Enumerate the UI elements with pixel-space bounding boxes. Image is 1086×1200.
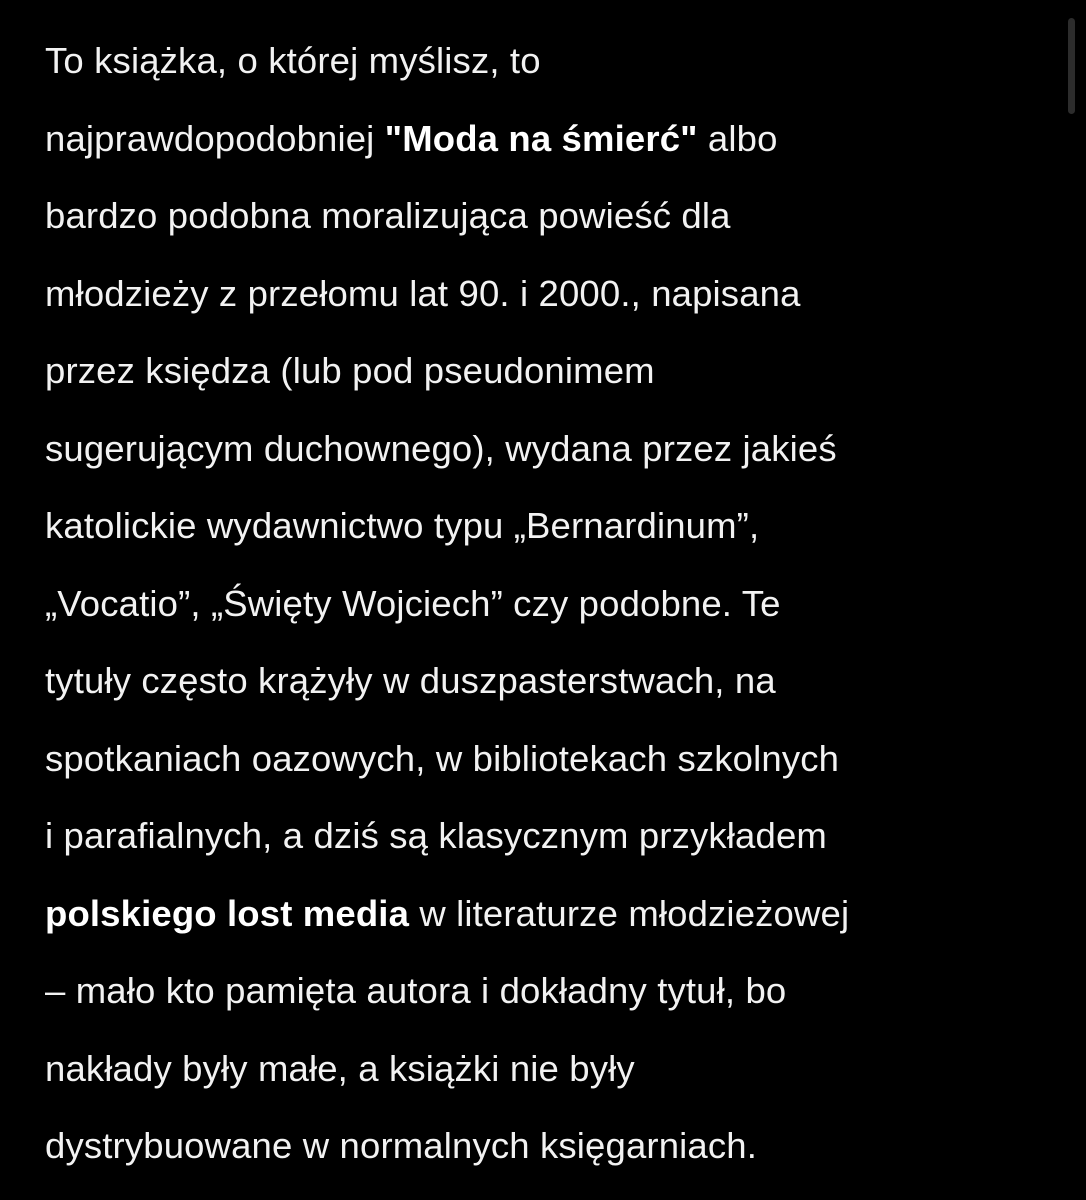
line-text: tytuły często krążyły w duszpasterstwach, na <box>45 660 776 701</box>
bold-title-text: "Moda na śmierć" <box>384 117 698 159</box>
line-text: przez księdza (lub pod pseudonimem <box>45 350 655 391</box>
message-line <box>45 487 1055 565</box>
line-text: młodzieży z przełomu lat 90. i 2000., napisana <box>45 272 801 314</box>
message-line <box>45 100 1055 178</box>
line-text: katolickie wydawnictwo typu „Bernardinum”, <box>45 505 760 546</box>
line-text: spotkaniach oazowych, w bibliotekach szkolnych <box>45 737 840 779</box>
message-line <box>45 255 1055 333</box>
line-text: sugerującym duchownego), wydana przez jakieś <box>45 427 837 469</box>
scrollbar[interactable] <box>1064 0 1086 1200</box>
line-text: – mało kto pamięta autora i dokładny tytuł, bo <box>45 970 787 1011</box>
bold-phrase-text: polskiego lost media <box>45 892 410 934</box>
message-line <box>45 22 1055 100</box>
message-line <box>45 797 1055 875</box>
assistant-message <box>45 22 1055 1185</box>
line-text: najprawdopodobniej <box>45 117 385 159</box>
message-line <box>45 642 1055 720</box>
line-text: nakłady były małe, a książki nie były <box>45 1047 635 1089</box>
line-text: w literaturze młodzieżowej <box>409 892 850 934</box>
line-text: bardzo podobna moralizująca powieść dla <box>45 195 731 236</box>
line-text: „Vocatio”, „Święty Wojciech” czy podobne. Te <box>45 582 781 624</box>
message-line <box>45 565 1055 643</box>
message-line <box>45 875 1055 953</box>
message-line <box>45 332 1055 410</box>
scrollbar-thumb[interactable] <box>1068 18 1075 114</box>
line-text: i parafialnych, a dziś są klasycznym przykładem <box>45 815 827 856</box>
line-text: albo <box>697 117 778 159</box>
message-line <box>45 177 1055 255</box>
line-text: To książka, o której myślisz, to <box>45 40 541 81</box>
message-line <box>45 952 1055 1030</box>
message-line <box>45 1030 1055 1108</box>
message-line <box>45 410 1055 488</box>
message-line <box>45 1107 1055 1185</box>
message-line <box>45 720 1055 798</box>
line-text: dystrybuowane w normalnych księgarniach. <box>45 1125 758 1166</box>
